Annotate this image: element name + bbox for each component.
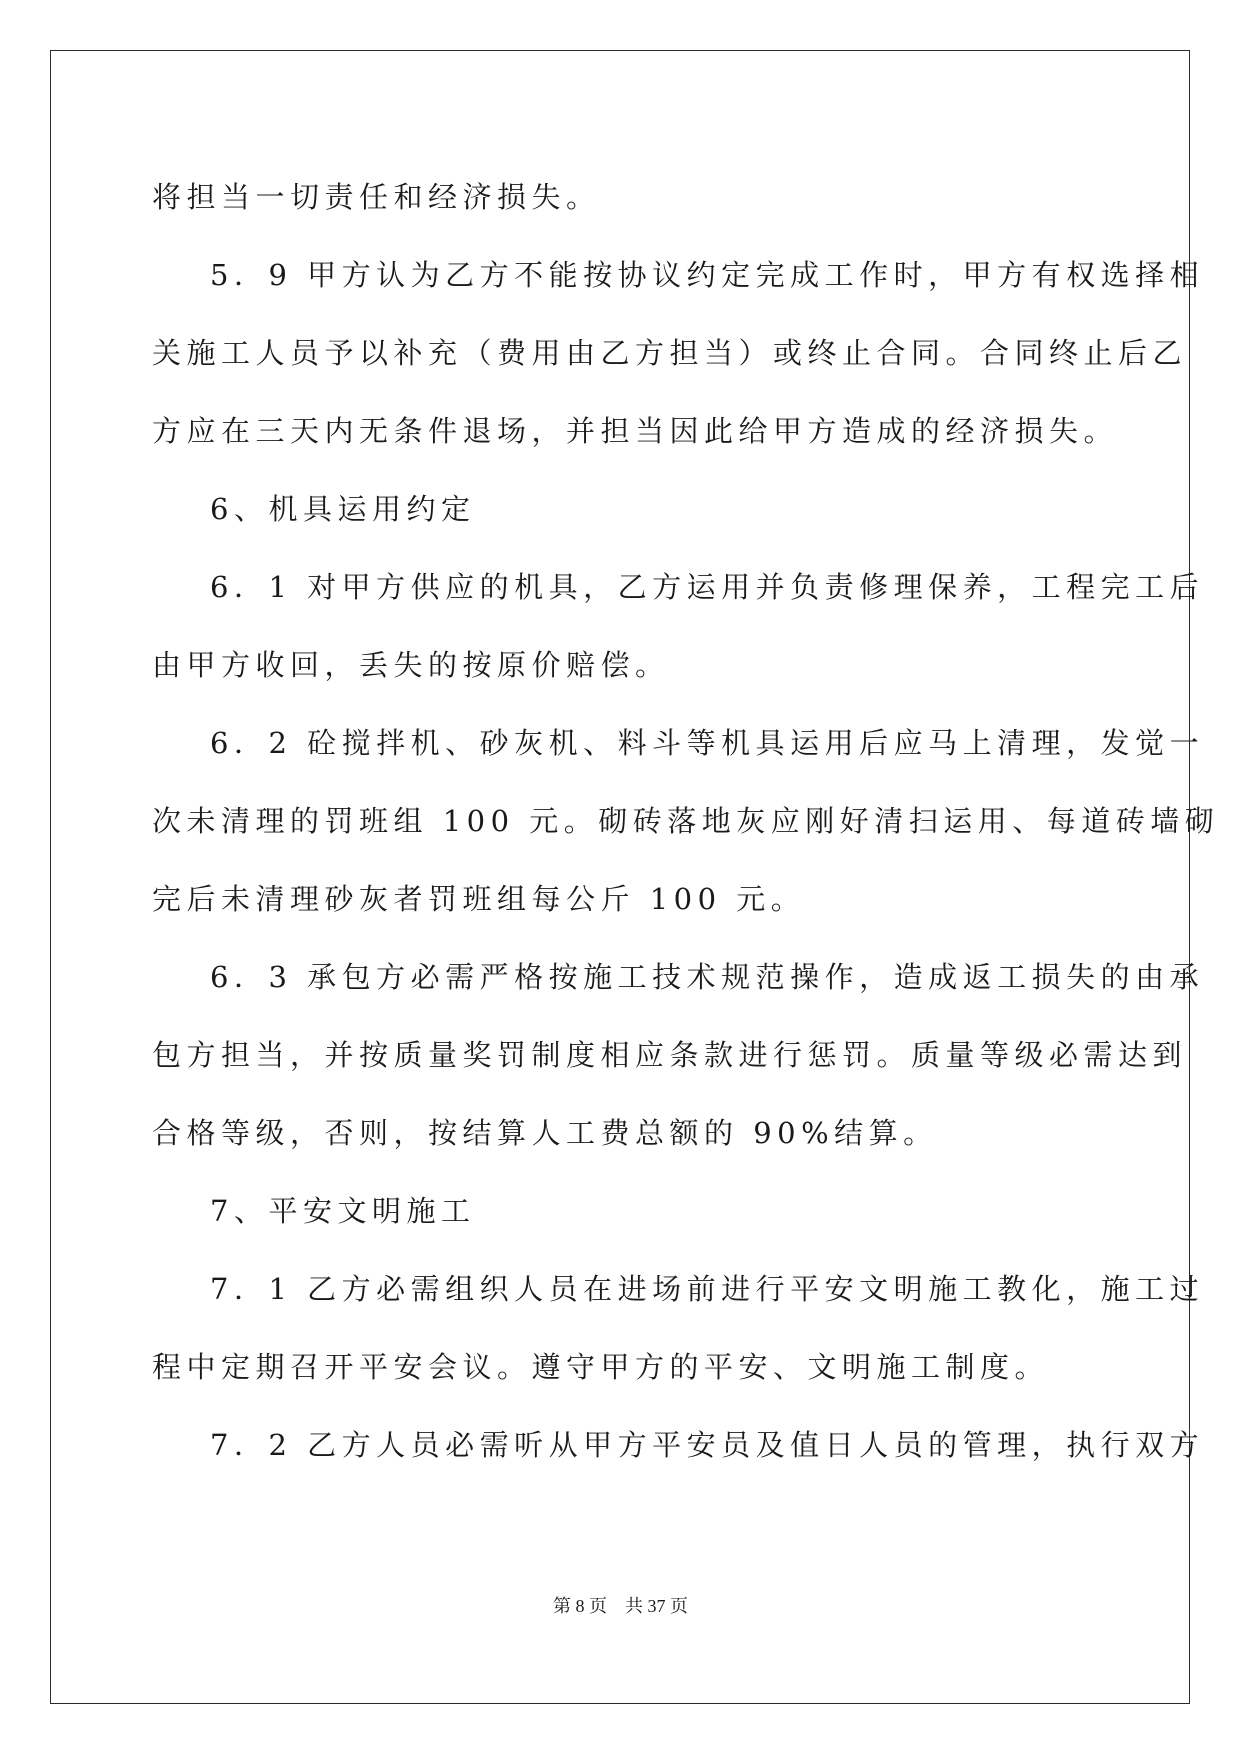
text-line: 将担当一切责任和经济损失。 <box>152 180 601 214</box>
document-body <box>152 158 1220 1484</box>
text-line: 关施工人员予以补充（费用由乙方担当）或终止合同。合同终止后乙 <box>152 336 1188 370</box>
text-line: 程中定期召开平安会议。遵守甲方的平安、文明施工制度。 <box>152 1350 1050 1384</box>
text-line: 合格等级，否则，按结算人工费总额的 90%结算。 <box>152 1116 938 1150</box>
text-line: 完后未清理砂灰者罚班组每公斤 100 元。 <box>152 882 806 916</box>
text-line: 6．3 承包方必需严格按施工技术规范操作，造成返工损失的由承 <box>210 960 1205 994</box>
page-number-footer: 第 8 页 共 37 页 <box>553 1596 688 1616</box>
section-heading: 7、平安文明施工 <box>210 1194 476 1228</box>
text-line: 6．1 对甲方供应的机具，乙方运用并负责修理保养，工程完工后 <box>210 570 1205 604</box>
text-line: 6．2 砼搅拌机、砂灰机、料斗等机具运用后应马上清理，发觉一 <box>210 726 1205 760</box>
text-line: 方应在三天内无条件退场，并担当因此给甲方造成的经济损失。 <box>152 414 1119 448</box>
text-line: 包方担当，并按质量奖罚制度相应条款进行惩罚。质量等级必需达到 <box>152 1038 1188 1072</box>
text-line: 7．1 乙方必需组织人员在进场前进行平安文明施工教化，施工过 <box>210 1272 1205 1306</box>
text-line: 7．2 乙方人员必需听从甲方平安员及值日人员的管理，执行双方 <box>210 1428 1205 1462</box>
text-line: 由甲方收回，丢失的按原价赔偿。 <box>152 648 670 682</box>
section-heading: 6、机具运用约定 <box>210 492 476 526</box>
text-line: 次未清理的罚班组 100 元。砌砖落地灰应刚好清扫运用、每道砖墙砌 <box>152 804 1220 838</box>
text-line: 5．9 甲方认为乙方不能按协议约定完成工作时，甲方有权选择相 <box>210 258 1205 292</box>
